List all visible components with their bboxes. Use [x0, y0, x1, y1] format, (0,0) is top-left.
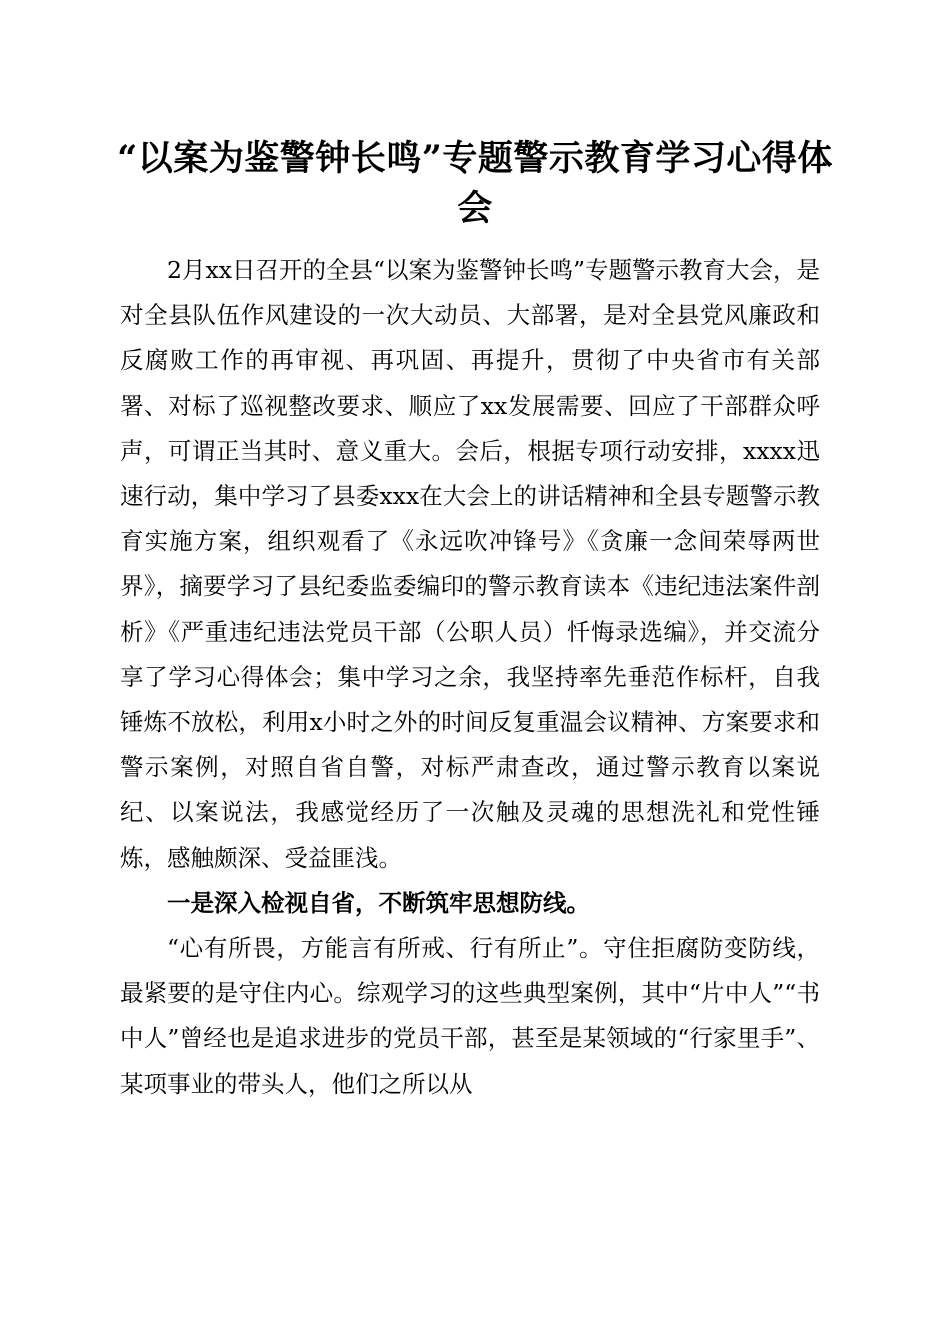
section-heading-1: 一是深入检视自省，不断筑牢思想防线。: [167, 888, 590, 917]
document-body: [120, 248, 820, 1107]
body-paragraph-section-1: “心有所畏，方能言有所戒、行有所止”。守住拒腐防变防线，最紧要的是守住内心。综观学习的这些典型案例，其中“片中人”“书中人”曾经也是追求进步的党员干部，甚至是某领域的“行家里手”、某项事业的带头人，他们之所以从: [120, 934, 820, 1098]
body-paragraph-intro: 2月xx日召开的全县“以案为鉴警钟长鸣”专题警示教育大会，是对全县队伍作风建设的一次大动员、大部署，是对全县党风廉政和反腐败工作的再审视、再巩固、再提升，贯彻了中央省市有关部署、对标了巡视整改要求、顺应了xx发展需要、回应了干部群众呼声，可谓正当其时、意义重大。会后，根据专项行动安排，xxxx迅速行动，集中学习了县委xxx在大会上的讲话精神和全县专题警示教育实施方案，组织观看了《永远吹冲锋号》《贪廉一念间荣辱两世界》，摘要学习了县纪委监委编印的警示教育读本《违纪违法案件剖析》《严重违纪违法党员干部（公职人员）忏悔录选编》，并交流分享了学习心得体会；集中学习之余，我坚持率先垂范作标杆，自我锤炼不放松，利用x小时之外的时间反复重温会议精神、方案要求和警示案例，对照自省自警，对标严肃查改，通过警示教育以案说纪、以案说法，我感觉经历了一次触及灵魂的思想洗礼和党性锤炼，感触颇深、受益匪浅。: [120, 256, 820, 872]
document-title: “以案为鉴警钟长鸣”专题警示教育学习心得体会: [117, 138, 833, 229]
